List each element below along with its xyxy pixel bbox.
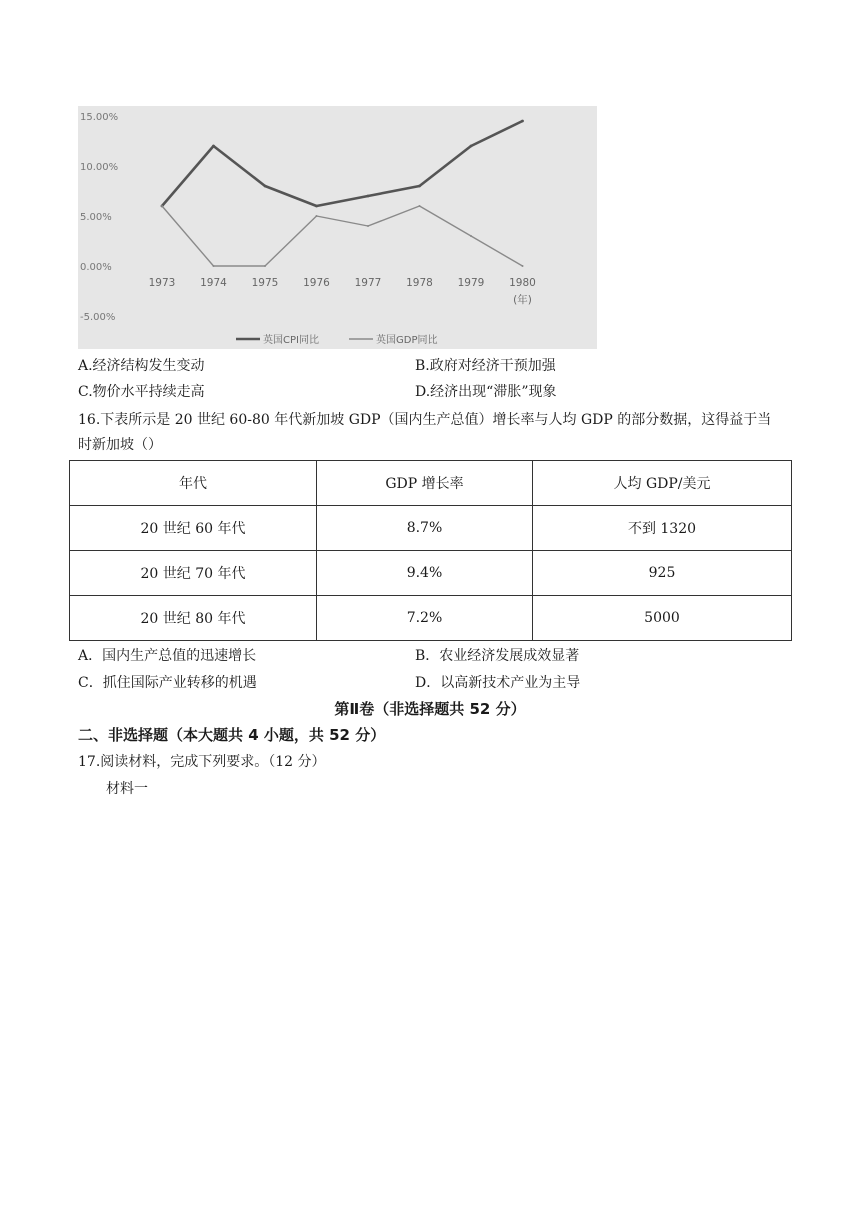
q15-option-a: A.经济结构发生变动 [78,358,205,374]
data-point [212,145,215,148]
series-line [162,121,523,206]
q16-stem-line1: 16.下表所示是 20 世纪 60-80 年代新加坡 GDP（国内生产总值）增长率与人均 GDP 的部分数据，这得益于当 [78,412,772,428]
x-tick-label: 1978 [406,277,433,289]
material-1-label: 材料一 [106,781,148,797]
legend-label: 英国CPI同比 [263,335,319,346]
x-tick-label: 1980 [509,277,536,289]
chart-svg [78,106,597,349]
data-point [418,185,421,188]
y-tick-label: 15.00% [80,112,119,123]
q16-option-c: C．抓住国际产业转移的机遇 [78,675,257,691]
series-line [162,206,523,266]
x-axis-unit-label: (年) [513,294,532,306]
table-header-row [70,461,792,506]
x-tick-label: 1977 [354,277,382,289]
data-point [316,215,318,217]
table-row [70,551,792,596]
table-cell: 20 世纪 60 年代 [70,506,317,551]
data-point [521,120,524,123]
table-cell: 不到 1320 [533,506,792,551]
q15-option-b: B.政府对经济干预加强 [415,358,556,374]
x-tick-label: 1975 [251,277,279,289]
table-header-cell: GDP 增长率 [317,461,533,506]
gdp-table [69,460,792,641]
y-tick-label: 10.00% [80,162,119,173]
table-cell: 5000 [533,596,792,641]
data-point [213,265,215,267]
table-header-cell: 年代 [70,461,317,506]
q16-option-d: D．以高新技术产业为主导 [415,675,581,691]
line-chart [78,106,597,349]
q15-option-d: D.经济出现“滞胀”现象 [415,384,557,400]
data-point [470,145,473,148]
x-tick-label: 1976 [303,277,330,289]
table-cell: 20 世纪 80 年代 [70,596,317,641]
q16-option-b: B．农业经济发展成效显著 [415,648,580,664]
data-point [264,265,266,267]
section2-title: 二、非选择题（本大题共 4 小题，共 52 分） [78,726,386,744]
q17-stem: 17.阅读材料，完成下列要求。（12 分） [78,754,326,770]
data-point [315,205,318,208]
x-tick-label: 1974 [200,277,227,289]
x-tick-label: 1979 [457,277,485,289]
q16-option-a: A．国内生产总值的迅速增长 [78,648,257,664]
table-cell: 8.7% [317,506,533,551]
y-tick-label: 5.00% [80,212,112,223]
legend-label: 英国GDP同比 [376,335,438,346]
table-header-cell: 人均 GDP/美元 [533,461,792,506]
table-cell: 925 [533,551,792,596]
q16-stem-line2: 时新加坡（） [78,437,162,453]
y-tick-label: 0.00% [80,262,112,273]
table-row [70,596,792,641]
data-point [161,205,163,207]
table-cell: 20 世纪 70 年代 [70,551,317,596]
table-cell: 9.4% [317,551,533,596]
data-point [419,205,421,207]
q15-option-c: C.物价水平持续走高 [78,384,205,400]
data-point [367,225,369,227]
table-row [70,506,792,551]
data-point [367,195,370,198]
part2-title: 第Ⅱ卷（非选择题共 52 分） [334,700,526,718]
data-point [470,235,472,237]
table-cell: 7.2% [317,596,533,641]
data-point [522,265,524,267]
data-point [264,185,267,188]
y-tick-label: -5.00% [80,312,116,323]
x-tick-label: 1973 [148,277,176,289]
